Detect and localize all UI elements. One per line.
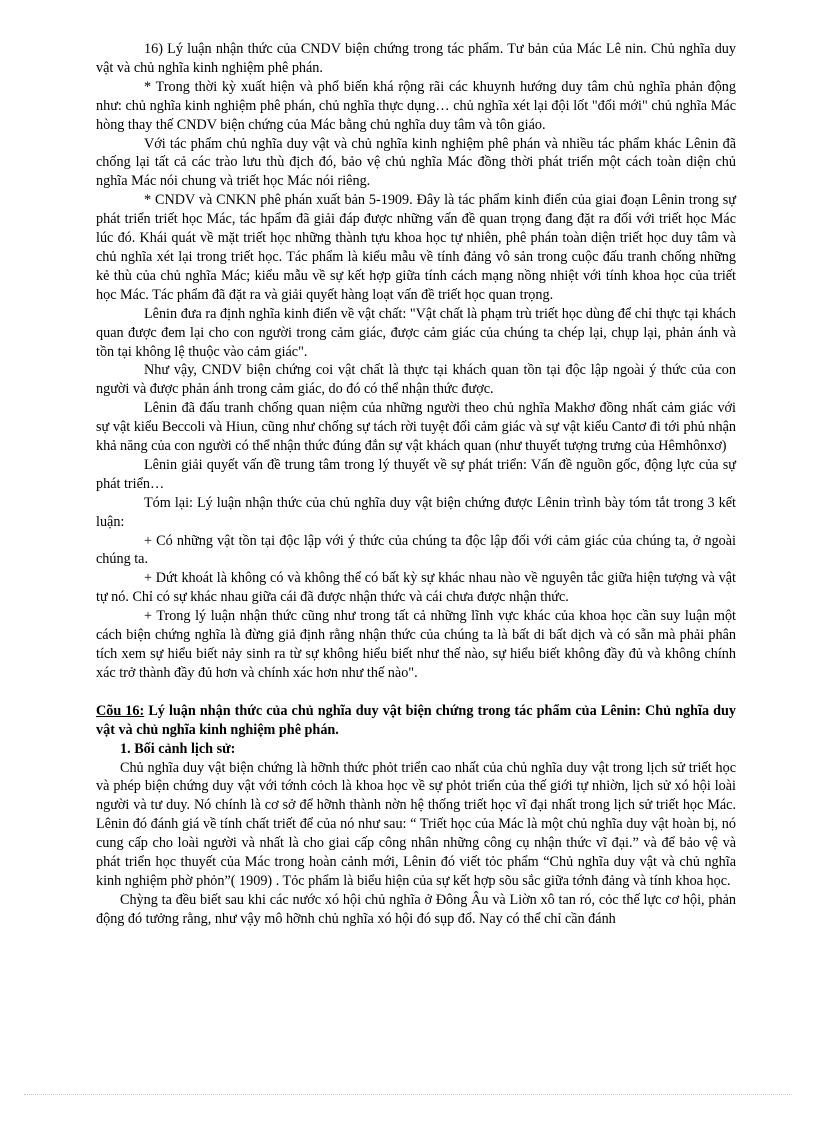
paragraph-9: Tóm lại: Lý luận nhận thức của chủ nghĩa duy vật biện chứng được Lênin trình bày tóm tắt trong 3 kết luận: xyxy=(96,494,736,530)
paragraph-2: * Trong thời kỳ xuất hiện và phổ biến khá rộng rãi các khuynh hướng duy tâm chủ nghĩa phản động như: chủ nghĩa kinh nghiệm phê phán, chủ nghĩa thực dụng… chủ nghĩa xét lại đội lốt "đổi mới" chủ nghĩa Mác hòng thay thế CNDV biện chứng của Mác bằng chủ nghĩa duy tâm và tôn giáo. xyxy=(96,78,736,133)
paragraph-5: Lênin đưa ra định nghĩa kinh điển về vật chất: "Vật chất là phạm trù triết học dùng để chỉ thực tại khách quan được đem lại cho con người trong cảm giác, được cảm giác của chúng ta chép lại, chụp lại, phản ánh và tồn tại không lệ thuộc vào cảm giác". xyxy=(96,305,736,360)
page-bottom-rule xyxy=(24,1094,792,1095)
conclusion-item-2: + Dứt khoát là không có và không thể có bất kỳ sự khác nhau nào về nguyên tắc giữa hiện tượng và vật tự nó. Chỉ có sự khác nhau giữa cái đã được nhận thức và cái chưa được nhận thức. xyxy=(96,570,736,606)
paragraph-6: Như vậy, CNDV biện chứng coi vật chất là thực tại khách quan tồn tại độc lập ngoài ý thức của con người và được phản ánh trong cảm giác, do đó có thể nhận thức được. xyxy=(96,362,736,398)
paragraph-3: Với tác phẩm chủ nghĩa duy vật và chủ nghĩa kinh nghiệm phê phán và nhiều tác phẩm khác Lênin đã chống lại tất cả các trào lưu thù địch đó, bảo vệ chủ nghĩa Mác đồng thời phát triển một cách toàn diện chủ nghĩa Mác nói chung và triết học Mác nói riêng. xyxy=(96,135,736,190)
paragraph-1: 16) Lý luận nhận thức của CNDV biện chứng trong tác phẩm. Tư bản của Mác Lê nin. Chủ nghĩa duy vật và chủ nghĩa kinh nghiệm phê phán. xyxy=(96,41,736,76)
paragraph-11: Chỳng ta đều biết sau khi các nước xó hội chủ nghĩa ở Đông Âu và Liờn xô tan ró, cỏc thế lực cơ hội, phản động đó tưởng rằng, như vậy mô hỡnh chủ nghĩa xó hội đó sụp đổ. Nay có thể chỉ cần đánh xyxy=(96,891,736,927)
paragraph-8: Lênin giải quyết vấn đề trung tâm trong lý thuyết về sự phát triển: Vấn đề nguồn gốc, động lực của sự phát triển… xyxy=(96,456,736,492)
conclusion-item-3: + Trong lý luận nhận thức cũng như trong tất cả những lĩnh vực khác của khoa học cần suy luận một cách biện chứng nghĩa là đừng giả định rằng nhận thức của chúng ta là bất di bất dịch và có sẵn mà phải phân tích xem sự hiểu biết nảy sinh ra từ sự không hiểu biết như thế nào, sự hiểu biết không đầy đủ và không chính xác trở thành đầy đủ hơn và chính xác hơn như thế nào". xyxy=(96,608,736,681)
heading-label: Cõu 16: xyxy=(96,702,145,719)
subheading: 1. Bối cảnh lịch sử: xyxy=(120,740,236,757)
heading-text: Lý luận nhận thức của chủ nghĩa duy vật biện chứng trong tác phẩm của Lênin: Chủ nghĩa duy vật và chủ nghĩa kinh nghiệm phê phán. xyxy=(96,702,736,738)
conclusion-item-1: + Có những vật tồn tại độc lập với ý thức của chúng ta độc lập đối với cảm giác của chúng ta, ở ngoài chúng ta. xyxy=(96,532,736,568)
paragraph-4: * CNDV và CNKN phê phán xuất bản 5-1909. Đây là tác phẩm kinh điển của giai đoạn Lênin trong sự phát triển triết học Mác, tác hpẩm đã giải đáp được những vấn đề quan trọng đang đặt ra đối với triết học Mác lúc đó. Khái quát về mặt triết học những thành tựu khoa học tự nhiên, phê phán toàn diện triết học duy tâm và chủ nghĩa xét lại trong triết học. Tác phẩm là kiểu mẫu về tính đảng vô sản trong cuộc đấu tranh chống những kẻ thù của chủ nghĩa Mác; kiểu mẫu về sự kết hợp giữa tính cách mạng nồng nhiệt với tính khoa học của triết học Mác. Tác phẩm đã đặt ra và giải quyết hàng loạt vấn đề triết học quan trọng. xyxy=(96,192,736,303)
section-heading xyxy=(96,702,736,740)
paragraph-10: Chủ nghĩa duy vật biện chứng là hỡnh thức phỏt triển cao nhất của chủ nghĩa duy vật trong lịch sử triết học và phép biện chứng duy vật với tớnh cỏch là khoa học về sự phỏt triển của thế giới tự nhiờn, lịch sử xó hội loài người và tư duy. Nó chính là cơ sở để hỡnh thành nờn hệ thống triết học vĩ đại nhất trong lịch sử triết học Mác. Lênin đó đánh giá về tính chất triết để của nó như sau: “ Triết học của Mác là một chủ nghĩa duy vật hoàn bị, nó cung cấp cho loài người và nhất là cho giai cấp công nhân những công cụ nhận thức vĩ đại.” và để bảo vệ và phát triển học thuyết của Mác trong hoàn cảnh mới, Lênin đó viết tỏc phẩm “Chủ nghĩa duy vật và chủ nghĩa kinh nghiệm phờ phỏn”( 1909) . Tỏc phẩm là biểu hiện của sự kết hợp sõu sắc giữa tớnh đảng và tính khoa học. xyxy=(96,759,736,889)
section-spacer xyxy=(96,683,736,702)
paragraph-7: Lênin đã đấu tranh chống quan niệm của những người theo chủ nghĩa Makhơ đồng nhất cảm giác với sự vật kiểu Beccoli và Hiun, cũng như chống sự tách rời tuyệt đối cảm giác và sự vật kiểu Cantơ đi tới phủ nhận khả năng của con người có thể nhận thức đúng đắn sự vật khách quan (như thuyết tượng trưng của Hêmhônxơ) xyxy=(96,400,736,455)
